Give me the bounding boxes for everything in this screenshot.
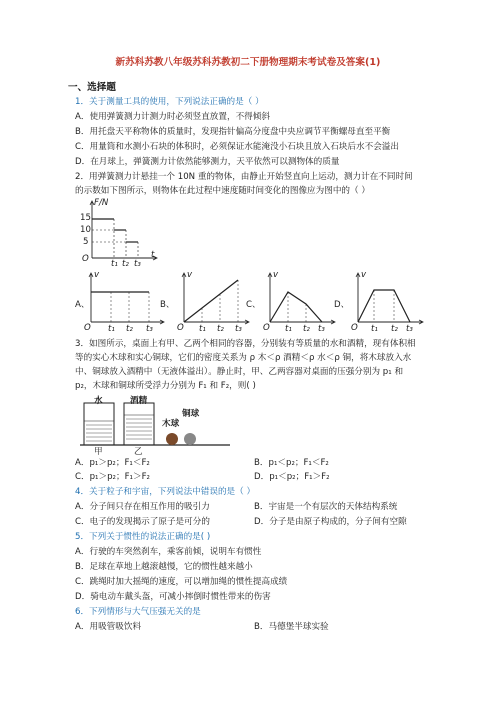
wood-ball xyxy=(166,433,178,445)
graph-x-label: t xyxy=(151,250,155,260)
force-time-graph xyxy=(80,198,160,266)
q2-stem-line2: 的示数如下图所示，则物体在此过程中速度随时间变化的图像应为图中的（ ） xyxy=(75,186,370,196)
option-a-t3: t₃ xyxy=(146,324,153,334)
q3-option-c: C．p₁＞p₂；F₁＞F₂ xyxy=(75,472,150,482)
graph-origin: O xyxy=(82,254,89,264)
copper-ball xyxy=(184,433,196,445)
q3-option-b: B．p₁＜p₂；F₁＜F₂ xyxy=(254,458,329,468)
q6-option-a: A．用吸管吸饮料 xyxy=(75,622,142,632)
option-d-graph[interactable] xyxy=(334,270,424,340)
q4-option-a: A．分子间只存在相互作用的吸引力 xyxy=(75,502,210,512)
option-b-origin: O xyxy=(177,323,184,333)
option-d-t2: t₂ xyxy=(391,324,398,334)
q4-option-c: C．电子的发现揭示了原子是可分的 xyxy=(75,517,210,527)
option-d-v: v xyxy=(361,270,367,280)
label-wood-ball: 木球 xyxy=(162,419,180,429)
q6-stem: 6．下列情形与大气压强无关的是 xyxy=(75,607,201,617)
q3-option-a: A．p₁＞p₂；F₁＜F₂ xyxy=(75,458,150,468)
option-d-t1: t₁ xyxy=(371,324,378,334)
graph-t3: t₃ xyxy=(134,259,141,269)
label-water: 水 xyxy=(94,396,103,406)
option-a-t2: t₂ xyxy=(126,324,133,334)
option-c-letter: C、 xyxy=(246,300,261,310)
q4-stem: 4．关于粒子和宇宙，下列说法中错误的是（ ） xyxy=(75,487,256,497)
graph-t2: t₂ xyxy=(122,259,129,269)
option-a-t1: t₁ xyxy=(108,324,115,334)
label-copper-ball: 铜球 xyxy=(182,409,200,419)
q5-stem: 5．下列关于惯性的说法正确的是( ) xyxy=(75,532,211,542)
q3-stem-line3: 中、铜球放入酒精中（无液体溢出）。静止时，甲、乙两容器对桌面的压强分别为 p₁ 和 xyxy=(75,367,404,377)
option-b-letter: B、 xyxy=(160,300,175,310)
graph-t1: t₁ xyxy=(111,259,118,269)
q1-option-d: D．在月球上，弹簧测力计依然能够测力，天平依然可以测物体的质量 xyxy=(75,157,340,167)
section-heading: 一、选择题 xyxy=(68,82,116,93)
option-a-v: v xyxy=(94,270,100,280)
q4-option-b: B．宇宙是一个有层次的天体结构系统 xyxy=(254,502,398,512)
option-c-t1: t₁ xyxy=(285,324,292,334)
containers-figure xyxy=(80,395,230,457)
q1-stem: 1．关于测量工具的使用，下列说法正确的是（ ） xyxy=(75,97,264,107)
q1-option-b: B．用托盘天平称物体的质量时，发现指针偏高分度盘中央应调节平衡螺母直至平衡 xyxy=(75,127,391,137)
label-jia: 甲 xyxy=(94,447,103,457)
document-title: 新苏科苏教八年级苏科苏教初二下册物理期末考试卷及答案(1) xyxy=(115,57,381,68)
q5-option-c: C．跳绳时加大摇绳的速度，可以增加绳的惯性提高成绩 xyxy=(75,577,288,587)
option-c-t2: t₂ xyxy=(303,324,310,334)
label-yi: 乙 xyxy=(134,447,143,457)
q3-stem-line4: p₂，木球和铜球所受浮力分别为 F₁ 和 F₂，则( ) xyxy=(75,381,256,391)
option-d-t3: t₃ xyxy=(406,324,413,334)
graph-tick-15: 15 xyxy=(80,213,91,223)
graph-tick-10: 10 xyxy=(80,225,91,235)
q6-option-b: B．马德堡半球实验 xyxy=(254,622,329,632)
graph-y-label: F/N xyxy=(94,198,109,208)
q5-option-a: A．行驶的车突然刹车，乘客前倾，说明车有惯性 xyxy=(75,547,262,557)
option-d-origin: O xyxy=(351,323,358,333)
q1-option-a: A．使用弹簧测力计测力时必须竖直放置，不得倾斜 xyxy=(75,112,270,122)
q3-stem-line2: 等的实心木球和实心铜球，它们的密度关系为 ρ 木＜ρ 酒精＜ρ 水＜ρ 铜，将木球放入水 xyxy=(75,353,412,363)
option-b-v: v xyxy=(187,270,193,280)
q3-stem-line1: 3．如图所示，桌面上有甲、乙两个相同的容器，分别装有等质量的水和酒精，现有体积相 xyxy=(75,339,416,349)
option-b-t2: t₂ xyxy=(217,324,224,334)
q2-stem-line1: 2．用弹簧测力计悬挂一个 10N 重的物体，由静止开始竖直向上运动，测力计在不同时间 xyxy=(75,172,413,182)
q5-option-b: B．足球在草地上越滚越慢，它的惯性越来越小 xyxy=(75,562,253,572)
q1-option-c: C．用量筒和水测小石块的体积时，必须保证水能淹没小石块且放入石块后水不会溢出 xyxy=(75,142,399,152)
q5-option-d: D．骑电动车戴头盔，可减小摔倒时惯性带来的伤害 xyxy=(75,592,271,602)
option-c-origin: O xyxy=(263,323,270,333)
option-a-graph[interactable] xyxy=(75,270,165,340)
q4-option-d: D．分子是由原子构成的，分子间有空隙 xyxy=(254,517,407,527)
q3-option-d: D．p₁＜p₂；F₁＞F₂ xyxy=(254,472,330,482)
option-a-origin: O xyxy=(84,323,91,333)
option-c-graph[interactable] xyxy=(246,270,336,340)
option-a-letter: A、 xyxy=(75,300,90,310)
option-c-t3: t₃ xyxy=(318,324,325,334)
option-b-t1: t₁ xyxy=(199,324,206,334)
option-d-letter: D、 xyxy=(334,300,350,310)
label-alcohol: 酒精 xyxy=(130,396,148,406)
option-b-t3: t₃ xyxy=(235,324,242,334)
option-c-v: v xyxy=(273,270,279,280)
graph-tick-5: 5 xyxy=(83,237,89,247)
option-b-graph[interactable] xyxy=(160,270,250,340)
